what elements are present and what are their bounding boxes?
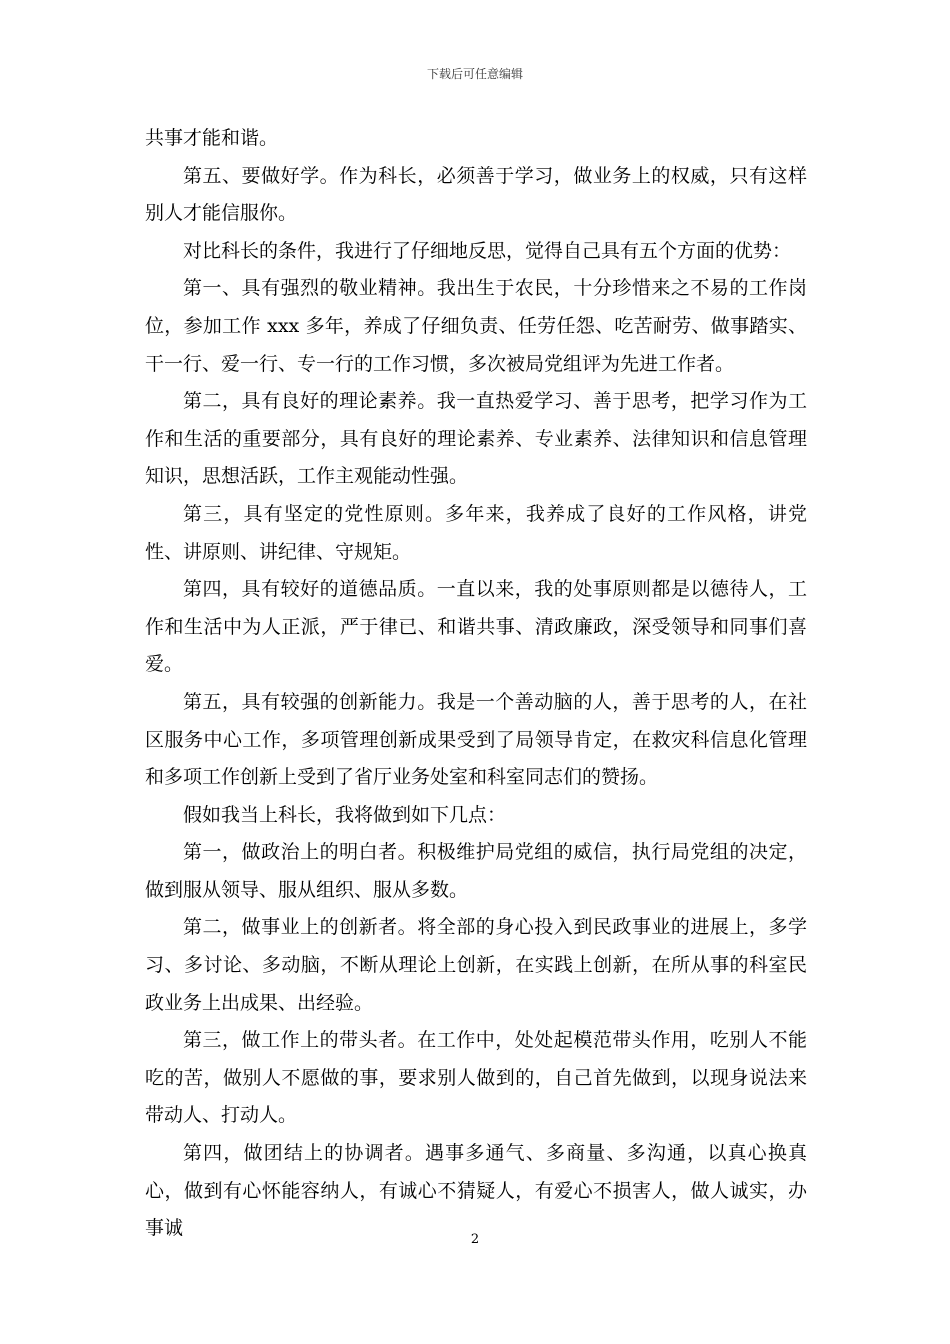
paragraph: 第一，做政治上的明白者。积极维护局党组的威信，执行局党组的决定，做到服从领导、服从组织、服从多数。 bbox=[145, 841, 807, 901]
paragraph: 第一、具有强烈的敬业精神。我出生于农民，十分珍惜来之不易的工作岗位，参加工作 xxx 多年，养成了仔细负责、任劳任怨、吃苦耐劳、做事踏实、干一行、爱一行、专一行的工作习惯，多次被局党组评为先进工作者。 bbox=[145, 277, 807, 375]
paragraph: 第二，具有良好的理论素养。我一直热爱学习、善于思考，把学习作为工作和生活的重要部分，具有良好的理论素养、专业素养、法律知识和信息管理知识，思想活跃，工作主观能动性强。 bbox=[145, 390, 807, 488]
document-body bbox=[145, 120, 807, 1248]
paragraph: 第五、要做好学。作为科长，必须善于学习，做业务上的权威，只有这样别人才能信服你。 bbox=[145, 164, 807, 225]
paragraph: 第四，具有较好的道德品质。一直以来，我的处事原则都是以德待人，工作和生活中为人正派，严于律已、和谐共事、清政廉政，深受领导和同事们喜爱。 bbox=[145, 578, 807, 676]
paragraph: 第三，具有坚定的党性原则。多年来，我养成了良好的工作风格，讲党性、讲原则、讲纪律、守规矩。 bbox=[145, 502, 807, 563]
paragraph: 假如我当上科长，我将做到如下几点： bbox=[183, 803, 507, 826]
page-header: 下载后可任意编辑 bbox=[426, 67, 523, 81]
paragraph: 第二，做事业上的创新者。将全部的身心投入到民政事业的进展上，多学习、多讨论、多动脑，不断从理论上创新，在实践上创新，在所从事的科室民政业务上出成果、出经验。 bbox=[145, 916, 807, 1014]
paragraph: 共事才能和谐。 bbox=[145, 127, 279, 149]
page-number: 2 bbox=[470, 1232, 480, 1247]
paragraph: 第四，做团结上的协调者。遇事多通气、多商量、多沟通，以真心换真心，做到有心怀能容纳人，有诚心不猜疑人，有爱心不损害人，做人诚实，办事诚 bbox=[145, 1142, 807, 1240]
paragraph: 第五，具有较强的创新能力。我是一个善动脑的人，善于思考的人，在社区服务中心工作，多项管理创新成果受到了局领导肯定，在救灾科信息化管理和多项工作创新上受到了省厅业务处室和科室同志们的赞扬。 bbox=[145, 690, 807, 789]
paragraph: 对比科长的条件，我进行了仔细地反思，觉得自己具有五个方面的优势： bbox=[183, 239, 792, 262]
paragraph: 第三，做工作上的带头者。在工作中，处处起模范带头作用，吃别人不能吃的苦，做别人不愿做的事，要求别人做到的，自己首先做到，以现身说法来带动人、打动人。 bbox=[145, 1029, 807, 1127]
